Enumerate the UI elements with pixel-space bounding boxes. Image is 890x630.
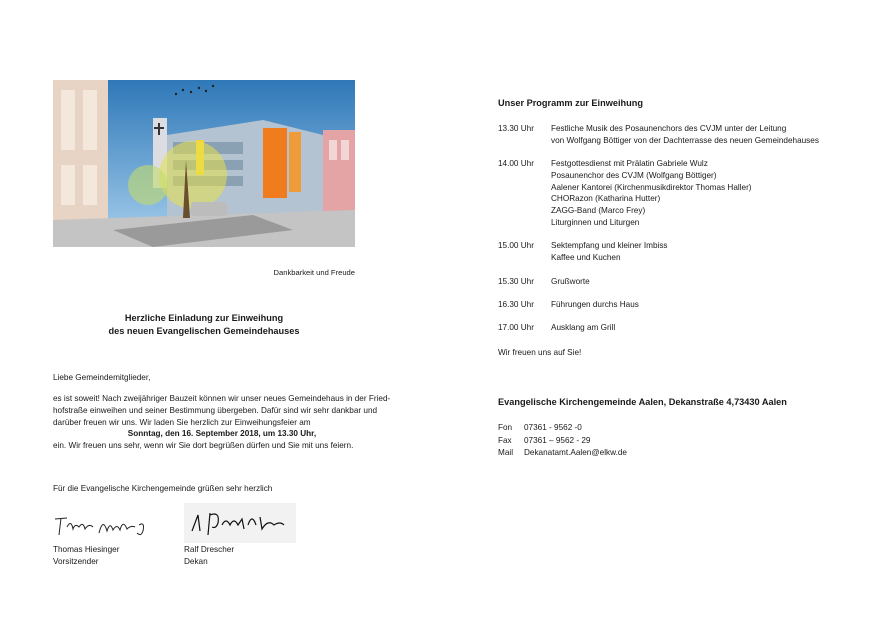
contact-label: Fon — [498, 423, 513, 432]
program-time: 16.30 Uhr — [498, 300, 534, 309]
program-line: von Wolfgang Böttiger von der Dachterrasse des neuen Gemeindehauses — [551, 135, 819, 145]
program-line: Sektempfang und kleiner Imbiss — [551, 241, 668, 250]
program-line: CHORazon (Katharina Hutter) — [551, 194, 661, 204]
program-line: Posaunenchor des CVJM (Wolfgang Böttiger) — [551, 170, 717, 180]
letter-line: hofstraße einweihen und seiner Bestimmung übergeben. Dafür sind wir sehr dankbar und — [53, 405, 378, 415]
signature-hiesinger — [53, 505, 153, 543]
event-date: Sonntag, den 16. September 2018, um 13.30 Uhr, — [127, 429, 317, 439]
program-time: 14.00 Uhr — [498, 159, 534, 168]
contact-label: Fax — [498, 436, 512, 445]
signatory-role: Vorsitzender — [53, 556, 99, 566]
building-illustration — [53, 80, 355, 247]
program-time: 17.00 Uhr — [498, 323, 534, 332]
program-closing: Wir freuen uns auf Sie! — [498, 348, 582, 357]
program-line: Festgottesdienst mit Prälatin Gabriele Wulz — [551, 159, 708, 168]
contact-email[interactable]: Dekanatamt.Aalen@elkw.de — [524, 448, 627, 457]
program-line: Liturginnen und Liturgen — [551, 217, 640, 227]
signatory-role: Dekan — [184, 556, 208, 566]
program-time: 15.30 Uhr — [498, 277, 534, 286]
program-line: ZAGG-Band (Marco Frey) — [551, 206, 646, 216]
letter-body — [53, 393, 391, 452]
program-line: Festliche Musik des Posaunenchors des CVJM unter der Leitung — [551, 124, 787, 133]
program-line: Führungen durchs Haus — [551, 300, 639, 309]
letter-line: darüber freuen wir uns. Wir laden Sie herzlich zur Einweihungsfeier am — [53, 417, 311, 427]
program-title: Unser Programm zur Einweihung — [498, 98, 643, 108]
contact-value: 07361 – 9562 - 29 — [524, 436, 591, 445]
heading-line: des neuen Evangelischen Gemeindehauses — [108, 326, 300, 336]
signatory-hiesinger — [53, 544, 119, 568]
program-line: Ausklang am Grill — [551, 323, 616, 332]
program-line: Grußworte — [551, 277, 590, 286]
signatory-name: Thomas Hiesinger — [53, 545, 120, 554]
contact-label: Mail — [498, 448, 514, 457]
letter-closing: Für die Evangelische Kirchengemeinde grüßen sehr herzlich — [53, 484, 273, 493]
illustration-caption: Dankbarkeit und Freude — [273, 268, 355, 277]
program-time: 15.00 Uhr — [498, 241, 534, 250]
signatory-drescher — [184, 544, 234, 568]
organization-address: Evangelische Kirchengemeinde Aalen, Dekanstraße 4,73430 Aalen — [498, 397, 787, 407]
contact-value: 07361 - 9562 -0 — [524, 423, 582, 432]
program-line: Aalener Kantorei (Kirchenmusikdirektor Thomas Haller) — [551, 182, 752, 192]
letter-line: es ist soweit! Nach zweijähriger Bauzeit können wir unser neues Gemeindehaus in der Fried- — [53, 394, 391, 403]
signatory-name: Ralf Drescher — [184, 545, 235, 554]
program-time: 13.30 Uhr — [498, 124, 534, 133]
program-line: Kaffee und Kuchen — [551, 252, 621, 262]
heading-line: Herzliche Einladung zur Einweihung — [124, 313, 284, 323]
salutation: Liebe Gemeindemitglieder, — [53, 373, 151, 382]
letter-line: ein. Wir freuen uns sehr, wenn wir Sie dort begrüßen dürfen und Sie mit uns feiern. — [53, 441, 354, 451]
signature-drescher — [184, 503, 296, 543]
invitation-heading — [53, 312, 355, 338]
